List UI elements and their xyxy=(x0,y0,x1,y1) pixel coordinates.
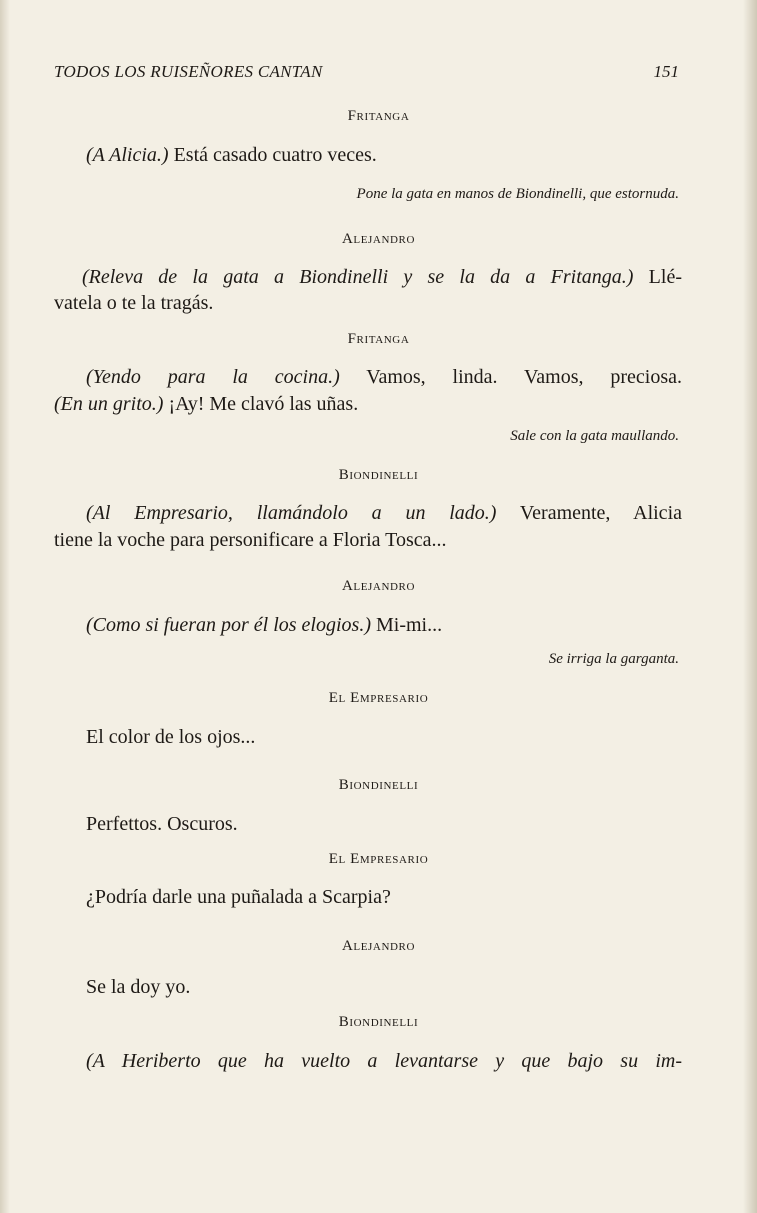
speaker-name: Biondinelli xyxy=(338,777,419,793)
dialogue-text: Mi-mi... xyxy=(371,614,443,636)
dialogue-text: Llé- xyxy=(633,266,682,288)
speaker-name: Alejandro xyxy=(341,578,416,594)
speaker-name: Fritanga xyxy=(347,108,410,124)
stage-direction: Pone la gata en manos de Biondinelli, que estornuda. xyxy=(356,186,679,202)
dialogue-text: Veramente, Alicia xyxy=(496,502,682,524)
dialogue-text: ¡Ay! Me clavó las uñas. xyxy=(163,393,359,415)
stage-direction-inline: (En un grito.) xyxy=(54,393,164,415)
dialogue-line xyxy=(86,144,377,167)
dialogue-line xyxy=(82,266,682,289)
stage-direction-inline: (Yendo para la cocina.) xyxy=(86,366,340,388)
speaker-name: El Empresario xyxy=(328,851,429,867)
dialogue-line xyxy=(86,1050,682,1073)
speaker-name: Alejandro xyxy=(341,938,416,954)
dialogue-line: Se la doy yo. xyxy=(86,976,191,998)
dialogue-text: Vamos, linda. Vamos, preciosa. xyxy=(339,366,682,388)
dialogue-line: tiene la voche para personificare a Floria Tosca... xyxy=(54,529,447,551)
stage-direction-inline: (Como si fueran por él los elogios.) xyxy=(86,614,371,636)
speaker-name: Fritanga xyxy=(347,331,410,347)
dialogue-line: vatela o te la tragás. xyxy=(54,292,214,314)
running-head-title: TODOS LOS RUISEÑORES CANTAN xyxy=(54,62,323,81)
page-number: 151 xyxy=(653,62,679,81)
stage-direction-inline: (Releva de la gata a Biondinelli y se la da a Fritanga.) xyxy=(82,266,634,288)
speaker-name: Alejandro xyxy=(341,231,416,247)
dialogue-text: Está casado cuatro veces. xyxy=(168,144,377,166)
dialogue-line xyxy=(86,502,682,525)
stage-direction-inline: (A Alicia.) xyxy=(86,144,169,166)
dialogue-line xyxy=(54,393,358,416)
dialogue-line xyxy=(86,366,682,389)
stage-direction: Se irriga la garganta. xyxy=(548,651,679,667)
dialogue-line: ¿Podría darle una puñalada a Scarpia? xyxy=(86,886,391,908)
speaker-name: Biondinelli xyxy=(338,467,419,483)
stage-direction: Sale con la gata maullando. xyxy=(510,428,679,444)
stage-direction-inline: (A Heriberto que ha vuelto a levantarse y que bajo su im- xyxy=(86,1050,682,1072)
dialogue-line xyxy=(86,614,442,637)
dialogue-line: Perfettos. Oscuros. xyxy=(86,813,238,835)
stage-direction-inline: (Al Empresario, llamándolo a un lado.) xyxy=(86,502,497,524)
speaker-name: El Empresario xyxy=(328,690,429,706)
dialogue-line: El color de los ojos... xyxy=(86,726,256,748)
speaker-name: Biondinelli xyxy=(338,1014,419,1030)
